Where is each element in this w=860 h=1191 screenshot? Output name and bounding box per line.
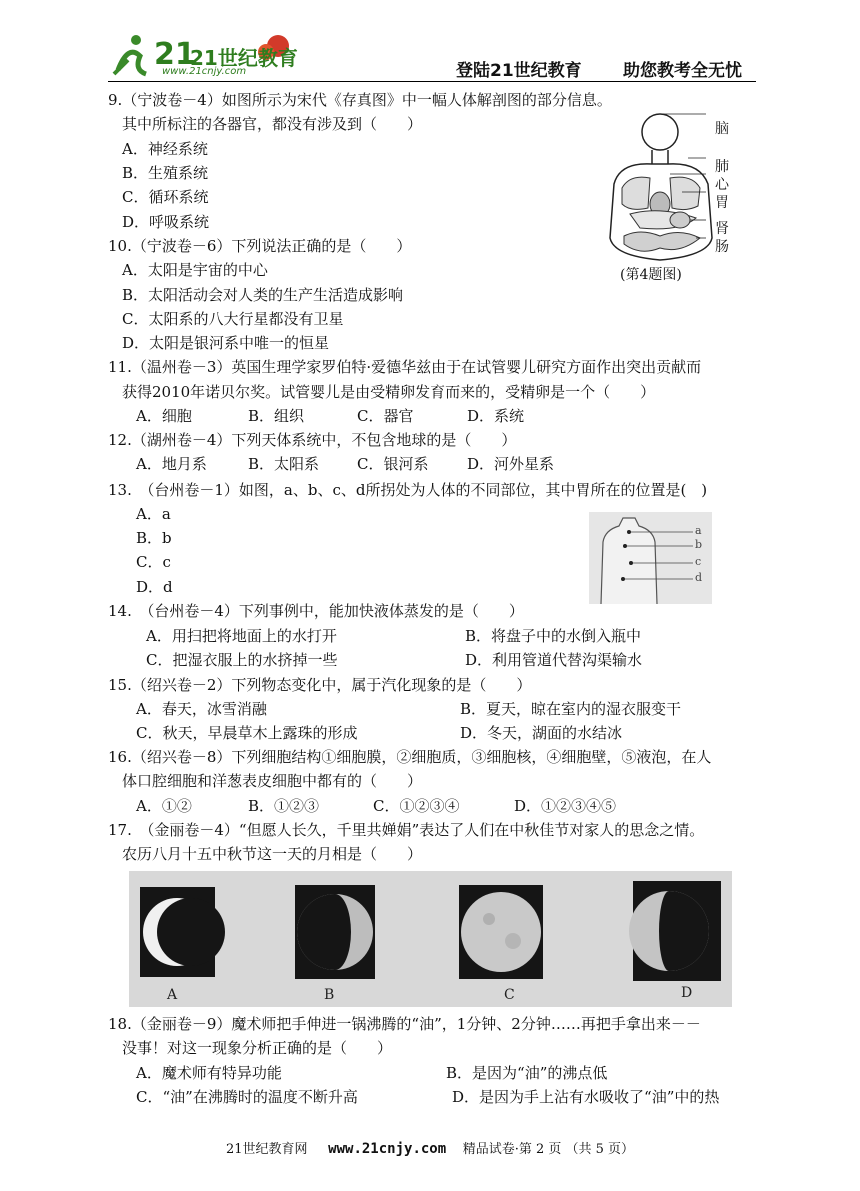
option-d[interactable]: D．①②③④⑤ (514, 797, 617, 815)
option-b[interactable]: B．是因为“油”的沸点低 (446, 1064, 608, 1082)
option-b[interactable]: B．太阳活动会对人类的生产生活造成影响 (122, 286, 404, 304)
logo-url: www.21cnjy.com (162, 66, 247, 77)
question-stem: 11.（温州卷－3）英国生理学家罗伯特·爱德华兹由于在试管婴儿研究方面作出突出贡献而 (108, 358, 702, 376)
moon-phase-figure (129, 871, 732, 1007)
option-c[interactable]: C．秋天，早晨草木上露珠的形成 (136, 724, 358, 742)
logo-title: 21世纪教育 (190, 46, 298, 70)
moon-option-a[interactable]: A (167, 987, 178, 1003)
option-b[interactable]: B．太阳系 (248, 455, 320, 473)
option-c[interactable]: C．c (136, 553, 171, 571)
option-b[interactable]: B．①②③ (248, 797, 320, 815)
question-stem: 12.（湖州卷－4）下列天体系统中，不包含地球的是（ ） (108, 431, 517, 449)
option-c[interactable]: C．把湿衣服上的水挤掉一些 (146, 651, 338, 669)
question-stem: 9.（宁波卷－4）如图所示为宋代《存真图》中一幅人体解剖图的部分信息。 (108, 91, 612, 109)
moon-option-d[interactable]: D (681, 985, 693, 1001)
option-d[interactable]: D．呼吸系统 (122, 213, 210, 231)
page-footer (0, 1138, 860, 1157)
moon-option-b[interactable]: B (324, 987, 335, 1003)
footer-site-name: 21世纪教育网 (225, 1142, 308, 1157)
header-slogan-left: 登陆21世纪教育 (456, 61, 582, 81)
question-stem: 农历八月十五中秋节这一天的月相是（ ） (122, 845, 423, 863)
question-stem: 获得2010年诺贝尔奖。试管婴儿是由受精卵发育而来的，受精卵是一个（ ） (122, 383, 656, 401)
option-a[interactable]: A．①② (136, 797, 192, 815)
option-c[interactable]: C．太阳系的八大行星都没有卫星 (122, 310, 344, 328)
question-stem: 16.（绍兴卷－8）下列细胞结构①细胞膜，②细胞质，③细胞核，④细胞壁，⑤液泡，在人 (108, 748, 712, 766)
torso-label-a: a (695, 524, 702, 537)
option-d[interactable]: D．太阳是银河系中唯一的恒星 (122, 334, 330, 352)
figure-caption: (第4题图) (620, 267, 682, 283)
figure-label-heart: 心 (715, 177, 729, 193)
torso-label-d: d (695, 571, 703, 584)
question-stem: 17. （金丽卷－4）“但愿人长久，千里共婵娟”表达了人们在中秋佳节对家人的思念之情。 (108, 821, 705, 839)
option-c[interactable]: C．循环系统 (122, 188, 209, 206)
figure-label-lung: 肺 (715, 159, 729, 175)
option-a[interactable]: A．神经系统 (122, 140, 208, 158)
option-b[interactable]: B．组织 (248, 407, 305, 425)
question-stem: 15.（绍兴卷－2）下列物态变化中，属于汽化现象的是（ ） (108, 676, 532, 694)
option-c[interactable]: C．器官 (357, 407, 414, 425)
option-a[interactable]: A．春天，冰雪消融 (136, 700, 267, 718)
option-d[interactable]: D．利用管道代替沟渠输水 (465, 651, 643, 669)
option-b[interactable]: B．将盘子中的水倒入瓶中 (465, 627, 642, 645)
footer-page-info: 精品试卷·第 2 页 （共 5 页） (462, 1142, 635, 1157)
option-d[interactable]: D．是因为手上沾有水吸收了“油”中的热 (452, 1088, 720, 1106)
torso-figure (589, 512, 712, 604)
option-a[interactable]: A．太阳是宇宙的中心 (122, 261, 268, 279)
svg-text:21: 21 (154, 37, 196, 72)
option-b[interactable]: B．夏天，晾在室内的湿衣服变干 (460, 700, 682, 718)
figure-label-intestine: 肠 (715, 239, 729, 255)
footer-url[interactable]: www.21cnjy.com (328, 1141, 447, 1157)
header-divider (108, 81, 756, 82)
option-d[interactable]: D．河外星系 (467, 455, 555, 473)
question-stem: 没事！对这一现象分析正确的是（ ） (122, 1039, 393, 1057)
option-a[interactable]: A．魔术师有特异功能 (136, 1064, 282, 1082)
moon-option-c[interactable]: C (504, 987, 515, 1003)
torso-label-b: b (695, 538, 703, 551)
option-b[interactable]: B．生殖系统 (122, 164, 209, 182)
figure-label-brain: 脑 (715, 121, 729, 137)
option-a[interactable]: A．细胞 (136, 407, 192, 425)
option-d[interactable]: D．系统 (467, 407, 525, 425)
option-b[interactable]: B．b (136, 529, 172, 547)
option-c[interactable]: C．银河系 (357, 455, 429, 473)
option-d[interactable]: D．冬天，湖面的水结冰 (460, 724, 623, 742)
anatomy-figure (600, 108, 765, 288)
anatomy-drawing (600, 108, 765, 273)
option-a[interactable]: A．地月系 (136, 455, 207, 473)
question-stem: 10.（宁波卷－6）下列说法正确的是（ ） (108, 237, 412, 255)
option-d[interactable]: D．d (136, 578, 173, 596)
torso-label-c: c (695, 555, 702, 568)
torso-drawing (589, 512, 712, 604)
question-stem: 体口腔细胞和洋葱表皮细胞中都有的（ ） (122, 772, 423, 790)
option-c[interactable]: C．①②③④ (373, 797, 460, 815)
question-stem: 14. （台州卷－4）下列事例中，能加快液体蒸发的是（ ） (108, 602, 524, 620)
figure-label-stomach: 胃 (715, 195, 729, 211)
question-stem: 13. （台州卷－1）如图，a、b、c、d所拐处为人体的不同部位，其中胃所在的位置是( ) (108, 481, 708, 499)
header-slogan-right: 助您教考全无忧 (623, 61, 742, 81)
site-logo[interactable] (110, 30, 300, 82)
option-a[interactable]: A．用扫把将地面上的水打开 (146, 627, 337, 645)
option-a[interactable]: A．a (136, 505, 171, 523)
moon-phase-drawing (129, 871, 732, 1007)
question-stem: 18.（金丽卷－9）魔术师把手伸进一锅沸腾的“油”，1分钟、2分钟……再把手拿出来－－ (108, 1015, 701, 1033)
question-stem: 其中所标注的各器官，都没有涉及到（ ） (122, 115, 423, 133)
option-c[interactable]: C．“油”在沸腾时的温度不断升高 (136, 1088, 358, 1106)
figure-label-kidney: 肾 (715, 221, 729, 237)
